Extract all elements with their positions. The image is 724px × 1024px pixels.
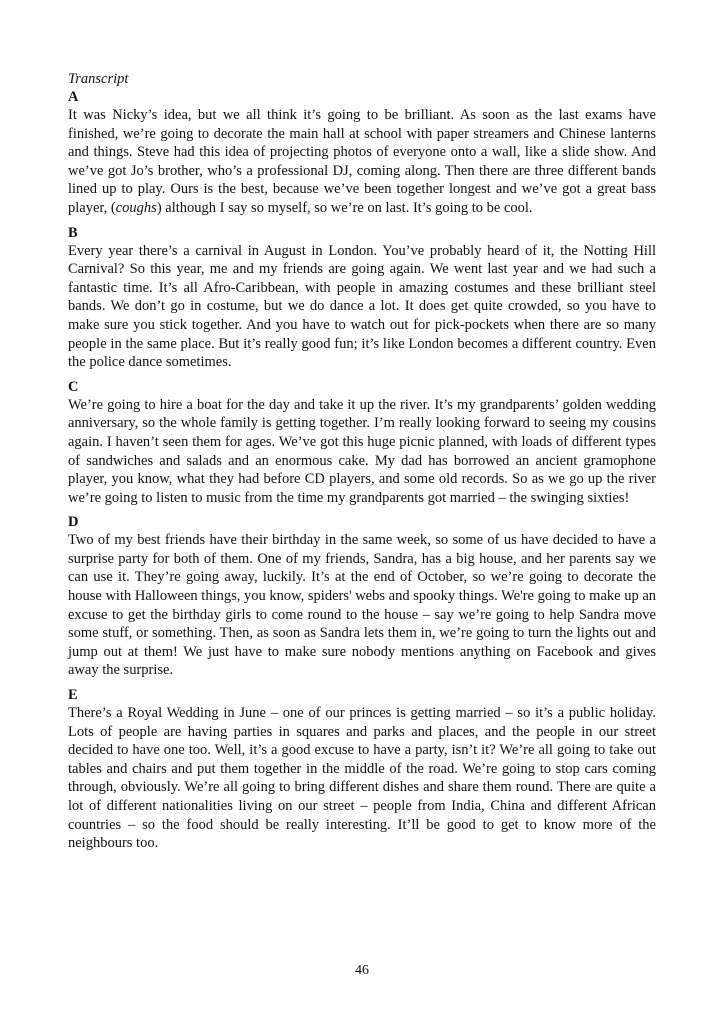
section-paragraph: [68, 106, 656, 218]
section-letter: D: [68, 514, 79, 531]
section-letter: A: [68, 89, 79, 105]
stage-direction: coughs: [115, 199, 157, 216]
section-letter: C: [68, 378, 79, 395]
section-letter: E: [68, 687, 78, 704]
section-paragraph: Two of my best friends have their birthday in the same week, so some of us have decided to have a surprise party for both of them. One of my friends, Sandra, has a big house, and her parents say we can use it. They’re going away, luckily. It’s at the end of October, so we’re going to decorate the house with Halloween things, you know, spiders' webs and spooky things. We're going to make up an excuse to get the birthday girls to come round to the house – say we’re going to help Sandra move some stuff, or something. Then, as soon as Sandra lets them in, we’re going to turn the lights out and jump out at them! We just have to make sure nobody mentions anything on Facebook and gives away the surprise.: [68, 532, 657, 679]
paragraph-text: ) although I say so myself, so we’re on last. It’s going to be cool.: [156, 199, 533, 216]
section-paragraph: We’re going to hire a boat for the day and take it up the river. It’s my grandparents’ golden wedding anniversary, so the whole family is getting together. I’m really looking forward to seeing my cousins again. I haven’t seen them for ages. We’ve got this huge picnic planned, with loads of different types of sandwiches and salads and an enormous cake. My dad has borrowed an ancient gramophone player, you know, what they had before CD players, and some old records. So as we go up the river we’re going to listen to music from the time my grandparents got married – the swinging sixties!: [68, 396, 656, 506]
document-page: [68, 70, 656, 859]
page-number: 46: [355, 963, 369, 978]
section-letter: B: [68, 224, 78, 241]
section-paragraph: There’s a Royal Wedding in June – one of our princes is getting married – so it’s a public holiday. Lots of people are having parties in squares and parks and places, and the people in our street decided to have one too. Well, it’s a good excuse to have a party, isn’t it? We’re all going to take out tables and chairs and put them together in the middle of the road. We’re going to stop cars coming through, obviously. We’re all going to bring different dishes and share them round. There are quite a lot of different nationalities living on our street – people from India, China and different African countries – so the food should be really interesting. It’ll be good to get to know more of the neighbours too.: [68, 705, 656, 852]
document-title: Transcript: [68, 71, 129, 87]
section-a: [68, 88, 656, 218]
section-d: [68, 513, 656, 680]
section-paragraph: Every year there’s a carnival in August in London. You’ve probably heard of it, the Notting Hill Carnival? So this year, me and my friends are going again. We went last year and we had such a fantastic time. It’s all Afro-Caribbean, with people in amazing costumes and these brilliant steel bands. We don’t go in costume, but we do dance a lot. It does get quite crowded, so you have to make sure you stick together. And you have to watch out for pick-pockets when there are so many people in the same place. But it’s really good fun; it’s like London becomes a different country. Even the police dance sometimes.: [68, 242, 656, 371]
section-e: [68, 686, 656, 853]
paragraph-text: It was Nicky’s idea, but we all think it’s going to be brilliant. As soon as the last exams have finished, we’re going to decorate the main hall at school with paper streamers and Chinese lanterns and things. Steve had this idea of projecting photos of everyone onto a wall, like a slide show. And we’ve got Jo’s brother, who’s a professional DJ, coming along. Then there are three different bands lined up to play. Ours is the best, because we’ve been together longest and we’ve got a great bass player, (: [68, 107, 656, 216]
section-c: [68, 378, 656, 508]
section-b: [68, 224, 656, 372]
